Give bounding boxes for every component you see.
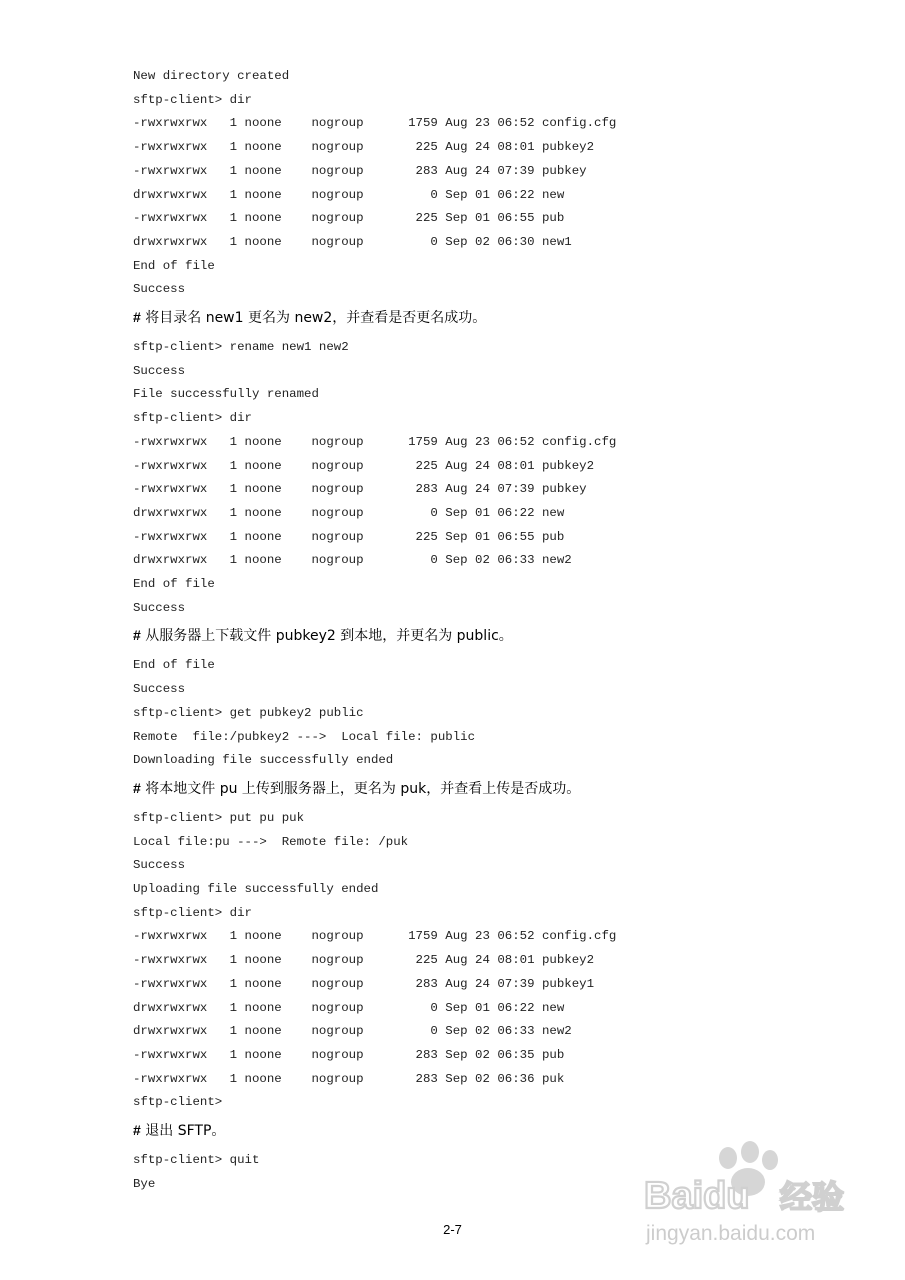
watermark-suffix: 经验	[780, 1178, 845, 1216]
baidu-jingyan-watermark	[640, 1140, 880, 1260]
comment-text: 退出 SFTP。	[140, 1123, 226, 1139]
code-line: sftp-client> dir	[133, 905, 252, 920]
code-line: -rwxrwxrwx 1 noone nogroup 225 Aug 24 08:01 pubkey2	[133, 458, 595, 473]
code-line: End of file	[133, 577, 215, 591]
code-line: sftp-client> dir	[133, 411, 252, 426]
code-line: Success	[133, 600, 186, 615]
code-line: -rwxrwxrwx 1 noone nogroup 283 Aug 24 07:39 pubkey	[133, 482, 587, 497]
comment-line	[133, 1120, 225, 1141]
comment-line	[133, 625, 513, 646]
code-line: New directory created	[133, 69, 290, 83]
code-line: -rwxrwxrwx 1 noone nogroup 225 Aug 24 08:01 pubkey2	[133, 953, 595, 968]
comment-text: 将本地文件 pu 上传到服务器上，更名为 puk，并查看上传是否成功。	[140, 780, 581, 797]
comment-hash: #	[133, 1122, 141, 1138]
code-line: -rwxrwxrwx 1 noone nogroup 283 Sep 02 06:36 puk	[133, 1071, 565, 1086]
code-line: Success	[133, 682, 186, 697]
comment-hash: #	[133, 779, 141, 796]
code-line: sftp-client> get pubkey2 public	[133, 705, 364, 720]
code-line: End of file	[133, 658, 215, 673]
code-line: drwxrwxrwx 1 noone nogroup 0 Sep 02 06:30 new1	[133, 234, 572, 249]
code-line: drwxrwxrwx 1 noone nogroup 0 Sep 01 06:22 new	[133, 1000, 565, 1015]
code-line: drwxrwxrwx 1 noone nogroup 0 Sep 02 06:33 new2	[133, 553, 572, 568]
code-line: Success	[133, 858, 186, 873]
code-line: drwxrwxrwx 1 noone nogroup 0 Sep 01 06:22 new	[133, 187, 565, 202]
code-line: Downloading file successfully ended	[133, 753, 394, 768]
page-number: 2-7	[443, 1222, 462, 1237]
comment-text: 将目录名 new1 更名为 new2，并查看是否更名成功。	[140, 310, 487, 326]
code-line: drwxrwxrwx 1 noone nogroup 0 Sep 01 06:22 new	[133, 505, 565, 520]
watermark-url: jingyan.baidu.com	[646, 1222, 816, 1245]
code-line: Local file:pu ---> Remote file: /puk	[133, 834, 409, 849]
code-line: -rwxrwxrwx 1 noone nogroup 225 Sep 01 06:55 pub	[133, 529, 565, 544]
code-line: Remote file:/pubkey2 ---> Local file: public	[133, 729, 476, 744]
code-line: sftp-client> rename new1 new2	[133, 340, 349, 354]
code-line: sftp-client> dir	[133, 92, 252, 107]
code-line: sftp-client>	[133, 1095, 223, 1110]
code-line: Bye	[133, 1176, 156, 1191]
code-line: -rwxrwxrwx 1 noone nogroup 283 Aug 24 07:39 pubkey	[133, 163, 587, 178]
watermark-brand: Baidu	[644, 1175, 750, 1217]
code-line: Success	[133, 363, 186, 378]
comment-hash: #	[133, 309, 141, 325]
comment-line	[133, 778, 580, 799]
code-line: End of file	[133, 258, 215, 273]
code-line: -rwxrwxrwx 1 noone nogroup 225 Aug 24 08:01 pubkey2	[133, 140, 595, 155]
code-line: Success	[133, 282, 186, 297]
code-line: -rwxrwxrwx 1 noone nogroup 283 Sep 02 06:35 pub	[133, 1047, 565, 1062]
code-line: Uploading file successfully ended	[133, 882, 379, 896]
code-line: drwxrwxrwx 1 noone nogroup 0 Sep 02 06:33 new2	[133, 1024, 572, 1039]
code-line: -rwxrwxrwx 1 noone nogroup 225 Sep 01 06:55 pub	[133, 211, 565, 226]
comment-hash: #	[133, 627, 141, 644]
code-line: -rwxrwxrwx 1 noone nogroup 1759 Aug 23 06:52 config.cfg	[133, 434, 617, 449]
code-line: -rwxrwxrwx 1 noone nogroup 1759 Aug 23 06:52 config.cfg	[133, 929, 617, 944]
comment-text: 从服务器上下载文件 pubkey2 到本地，并更名为 public。	[140, 628, 513, 645]
comment-line	[133, 307, 486, 328]
code-line: -rwxrwxrwx 1 noone nogroup 283 Aug 24 07:39 pubkey1	[133, 976, 595, 991]
code-line: -rwxrwxrwx 1 noone nogroup 1759 Aug 23 06:52 config.cfg	[133, 116, 617, 131]
code-line: sftp-client> put pu puk	[133, 810, 305, 825]
code-line: sftp-client> quit	[133, 1153, 260, 1167]
code-line: File successfully renamed	[133, 387, 319, 402]
